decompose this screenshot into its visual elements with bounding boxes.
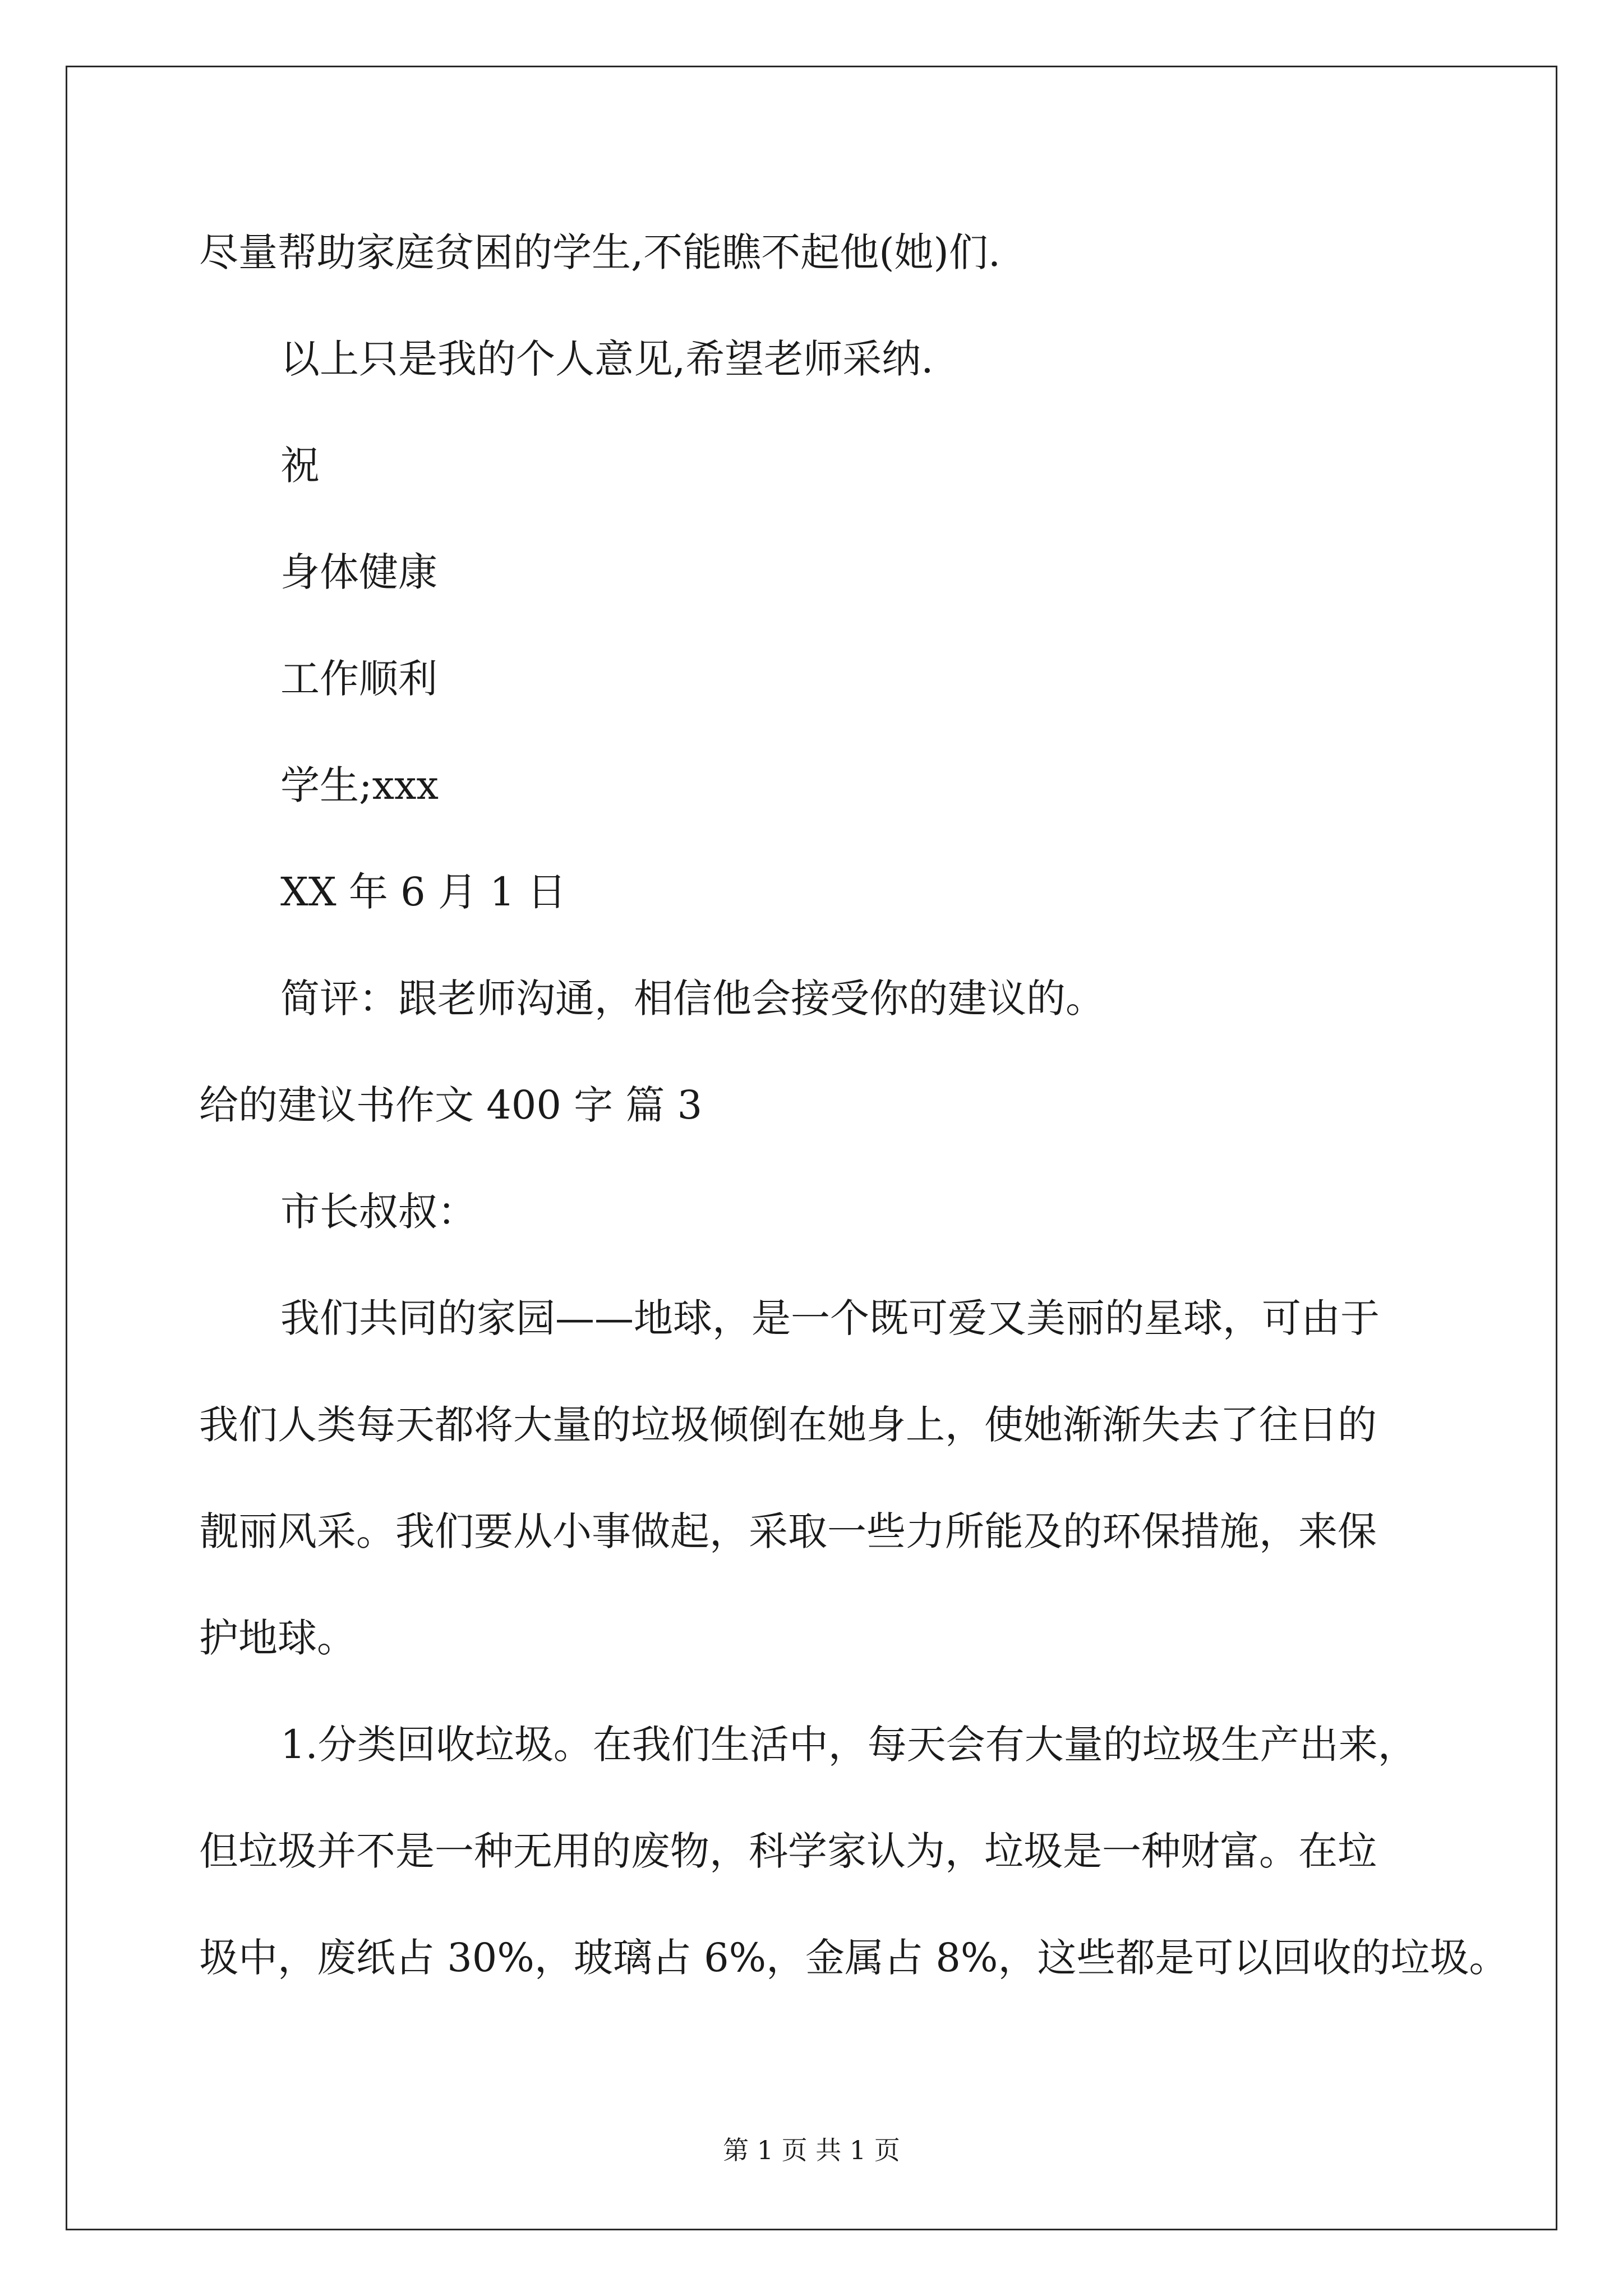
text-line-5: 工作顺利 xyxy=(280,656,437,702)
text-line-8: 简评：跟老师沟通，相信他会接受你的建议的。 xyxy=(280,976,1105,1022)
text-line-6: 学生;xxx xyxy=(280,762,439,808)
text-line-17: 圾中，废纸占 30%，玻璃占 6%，金属占 8%，这些都是可以回收的垃圾。 xyxy=(199,1935,1509,1981)
text-line-2: 以上只是我的个人意见,希望老师采纳. xyxy=(280,336,934,382)
text-line-15: 1.分类回收垃圾。在我们生活中，每天会有大量的垃圾生产出来， xyxy=(280,1722,1417,1768)
text-line-11: 我们共同的家园——地球，是一个既可爱又美丽的星球，可由于 xyxy=(280,1295,1380,1341)
text-line-1: 尽量帮助家庭贫困的学生,不能瞧不起他(她)们. xyxy=(199,229,1001,275)
section-heading: 给的建议书作文 400 字 篇 3 xyxy=(199,1082,703,1128)
text-line-4: 身体健康 xyxy=(280,549,437,595)
page-border xyxy=(66,66,1557,2230)
text-line-16: 但垃圾并不是一种无用的废物，科学家认为，垃圾是一种财富。在垃 xyxy=(199,1828,1377,1874)
text-line-3: 祝 xyxy=(280,443,320,489)
text-line-7: XX 年 6 月 1 日 xyxy=(280,869,566,915)
text-line-14: 护地球。 xyxy=(199,1615,356,1661)
page-footer: 第 1 页 共 1 页 xyxy=(723,2135,900,2165)
text-line-13: 靓丽风采。我们要从小事做起，采取一些力所能及的环保措施，来保 xyxy=(199,1508,1377,1554)
text-line-12: 我们人类每天都将大量的垃圾倾倒在她身上，使她渐渐失去了往日的 xyxy=(199,1402,1377,1448)
text-line-10: 市长叔叔： xyxy=(280,1189,477,1235)
